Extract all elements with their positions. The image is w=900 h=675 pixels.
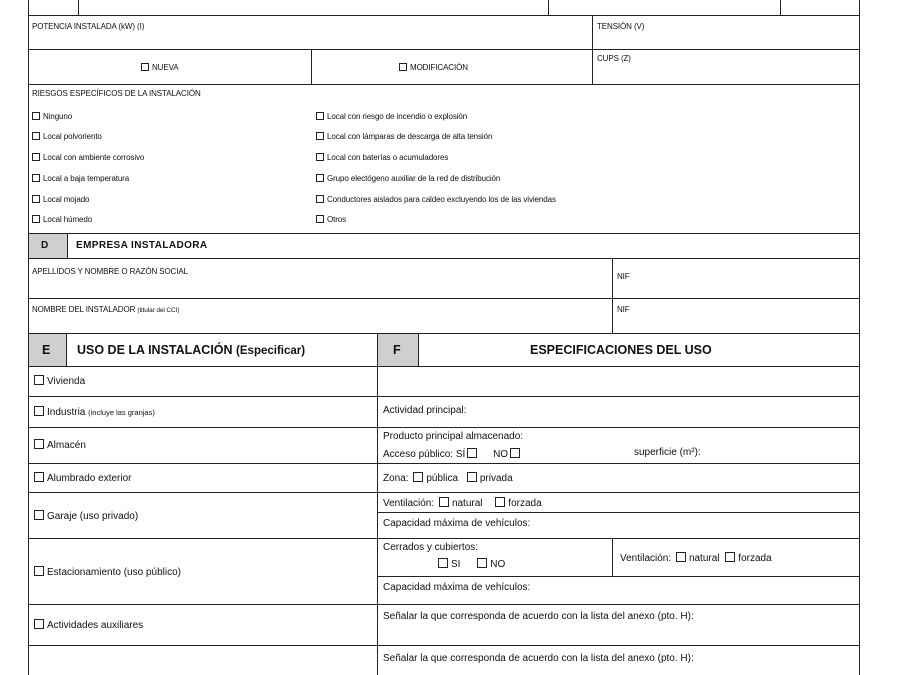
- uso-industria[interactable]: [34, 406, 155, 418]
- uso-vivienda[interactable]: [34, 375, 85, 387]
- ventilacion-forzada-label: forzada: [738, 553, 772, 564]
- cerrados-no-label: NO: [490, 559, 506, 570]
- nueva-option[interactable]: [141, 63, 178, 72]
- ventilacion-natural-checkbox[interactable]: [439, 497, 449, 507]
- instalador-label-text: NOMBRE DEL INSTALADOR: [32, 305, 136, 314]
- riesgo-checkbox[interactable]: [316, 174, 324, 182]
- riesgo-item[interactable]: [32, 132, 102, 141]
- garaje-checkbox[interactable]: [34, 510, 44, 520]
- riesgo-label: Local a baja temperatura: [43, 174, 130, 183]
- modificacion-label: MODIFICACIÓN: [410, 63, 468, 72]
- section-d-title: EMPRESA INSTALADORA: [76, 240, 208, 251]
- riesgo-item[interactable]: [32, 174, 129, 183]
- riesgo-item[interactable]: [316, 132, 492, 141]
- riesgo-label: Local con lámparas de descarga de alta tensión: [327, 132, 493, 141]
- riesgo-label: Local con baterías o acumuladores: [327, 153, 449, 162]
- riesgo-item[interactable]: [316, 174, 500, 183]
- riesgo-label: Local polvoriento: [43, 132, 102, 141]
- estacionamiento-capacidad-label: Capacidad máxima de vehículos:: [383, 582, 531, 593]
- garaje-ventilacion-row: [383, 497, 542, 509]
- riesgo-checkbox[interactable]: [316, 195, 324, 203]
- estacionamiento-label: Estacionamiento (uso público): [47, 567, 181, 578]
- instalador-note: (titular del CCI): [137, 307, 180, 314]
- section-f-letter: F: [393, 343, 401, 357]
- actividades-label: Actividades auxiliares: [47, 620, 144, 631]
- ventilacion-label: Ventilación:: [620, 553, 672, 564]
- riesgo-item[interactable]: [32, 195, 89, 204]
- riesgo-item[interactable]: [32, 112, 72, 121]
- zona-label: Zona:: [383, 473, 409, 484]
- ventilacion-natural-checkbox[interactable]: [676, 552, 686, 562]
- apellidos-label: APELLIDOS Y NOMBRE O RAZÓN SOCIAL: [32, 267, 189, 276]
- senalar-label: Señalar la que corresponda de acuerdo con la lista del anexo (pto. H):: [383, 653, 694, 664]
- riesgo-label: Local con riesgo de incendio o explosión: [327, 112, 468, 121]
- zona-privada-checkbox[interactable]: [467, 472, 477, 482]
- riesgo-checkbox[interactable]: [32, 195, 40, 203]
- section-d-letter: D: [41, 240, 49, 251]
- zona-publica-label: pública: [426, 473, 459, 484]
- almacen-label: Almacén: [47, 440, 86, 451]
- vivienda-checkbox[interactable]: [34, 375, 44, 385]
- riesgo-item[interactable]: [316, 195, 556, 204]
- industria-checkbox[interactable]: [34, 406, 44, 416]
- garaje-capacidad-label: Capacidad máxima de vehículos:: [383, 518, 531, 529]
- nueva-label: NUEVA: [152, 63, 179, 72]
- riesgo-label: Ninguno: [43, 112, 73, 121]
- riesgo-checkbox[interactable]: [316, 132, 324, 140]
- alumbrado-label: Alumbrado exterior: [47, 473, 132, 484]
- uso-estacionamiento[interactable]: [34, 566, 181, 578]
- nueva-checkbox[interactable]: [141, 63, 149, 71]
- estacionamiento-checkbox[interactable]: [34, 566, 44, 576]
- section-e-title-note: (Especificar): [236, 345, 306, 357]
- nif-label: NIF: [617, 272, 630, 281]
- alumbrado-checkbox[interactable]: [34, 472, 44, 482]
- riesgo-checkbox[interactable]: [32, 132, 40, 140]
- almacen-checkbox[interactable]: [34, 439, 44, 449]
- estacionamiento-ventilacion-row: [620, 552, 772, 564]
- riesgo-label: Conductores aislados para caldeo excluyendo los de las viviendas: [327, 195, 556, 204]
- riesgo-checkbox[interactable]: [316, 215, 324, 223]
- potencia-label: POTENCIA INSTALADA (kW) (I): [32, 22, 145, 31]
- actividad-principal-label: Actividad principal:: [383, 405, 467, 416]
- section-f-title: ESPECIFICACIONES DEL USO: [530, 343, 712, 357]
- zona-publica-checkbox[interactable]: [413, 472, 423, 482]
- acceso-no-label: NO: [493, 449, 509, 460]
- section-e-letter: E: [42, 343, 51, 357]
- riesgo-item[interactable]: [316, 215, 346, 224]
- section-e-title: [77, 344, 305, 358]
- cerrados-si-checkbox[interactable]: [438, 558, 448, 568]
- superficie-label: superficie (m²):: [634, 447, 701, 458]
- riesgo-checkbox[interactable]: [32, 174, 40, 182]
- actividades-checkbox[interactable]: [34, 619, 44, 629]
- vivienda-label: Vivienda: [47, 376, 86, 387]
- zona-privada-label: privada: [479, 473, 513, 484]
- acceso-si-checkbox[interactable]: [467, 448, 477, 458]
- ventilacion-forzada-checkbox[interactable]: [725, 552, 735, 562]
- riesgo-item[interactable]: [316, 112, 467, 121]
- senalar-label: Señalar la que corresponda de acuerdo con la lista del anexo (pto. H):: [383, 611, 694, 622]
- ventilacion-forzada-label: forzada: [508, 498, 542, 509]
- cerrados-label: Cerrados y cubiertos:: [383, 542, 479, 553]
- uso-alumbrado[interactable]: [34, 472, 131, 484]
- riesgo-checkbox[interactable]: [316, 112, 324, 120]
- uso-actividades[interactable]: [34, 619, 143, 631]
- uso-garaje[interactable]: [34, 510, 138, 522]
- modificacion-option[interactable]: [399, 63, 468, 72]
- acceso-si-label: SÍ: [455, 449, 466, 460]
- industria-note: (incluye las granjas): [88, 408, 155, 417]
- acceso-publico-label: Acceso público:: [383, 449, 454, 460]
- riesgo-checkbox[interactable]: [316, 153, 324, 161]
- zona-row: [383, 472, 513, 484]
- modificacion-checkbox[interactable]: [399, 63, 407, 71]
- riesgo-label: Grupo electógeno auxiliar de la red de distribución: [327, 174, 501, 183]
- cerrados-row: [438, 558, 505, 570]
- industria-label: Industria: [47, 407, 86, 418]
- ventilacion-forzada-checkbox[interactable]: [495, 497, 505, 507]
- riesgo-item[interactable]: [316, 153, 448, 162]
- uso-almacen[interactable]: [34, 439, 86, 451]
- acceso-publico-row: [383, 448, 523, 460]
- riesgo-label: Local mojado: [43, 195, 90, 204]
- riesgo-label: Local con ambiente corrosivo: [43, 153, 145, 162]
- producto-almacenado-label: Producto principal almacenado:: [383, 431, 524, 442]
- cups-label: CUPS (Z): [597, 54, 631, 63]
- ventilacion-natural-label: natural: [688, 553, 720, 564]
- riesgo-checkbox[interactable]: [32, 153, 40, 161]
- instalador-label: [32, 306, 179, 315]
- riesgo-label: Local húmedo: [43, 215, 93, 224]
- cerrados-si-label: SI: [451, 559, 461, 570]
- garaje-label: Garaje (uso privado): [47, 511, 139, 522]
- riesgo-item[interactable]: [32, 153, 144, 162]
- cerrados-no-checkbox[interactable]: [477, 558, 487, 568]
- riesgo-checkbox[interactable]: [32, 215, 40, 223]
- riesgo-checkbox[interactable]: [32, 112, 40, 120]
- ventilacion-label: Ventilación:: [383, 498, 435, 509]
- riesgo-label: Otros: [327, 215, 347, 224]
- riesgos-title: RIESGOS ESPECÍFICOS DE LA INSTALACIÓN: [32, 89, 201, 98]
- riesgo-item[interactable]: [32, 215, 92, 224]
- ventilacion-natural-label: natural: [451, 498, 483, 509]
- acceso-no-checkbox[interactable]: [510, 448, 520, 458]
- nif2-label: NIF: [617, 305, 630, 314]
- section-e-title-text: USO DE LA INSTALACIÓN: [77, 343, 233, 357]
- tension-label: TENSIÓN (V): [597, 22, 645, 31]
